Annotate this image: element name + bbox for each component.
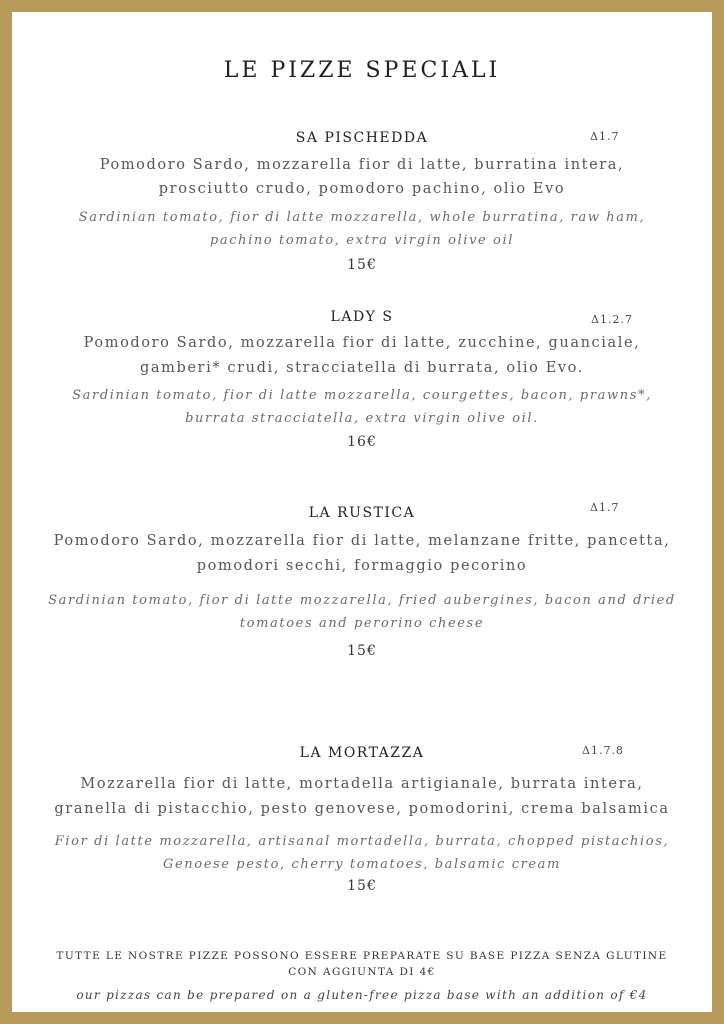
gluten-free-note-english: our pizzas can be prepared on a gluten-free pizza base with an addition of €4 (76, 988, 648, 1002)
description-italian-line: Pomodoro Sardo, mozzarella fior di latte, burratina intera, (99, 157, 625, 173)
allergen-code: Δ1.7.8 (582, 744, 624, 757)
allergen-code: Δ1.7 (590, 501, 620, 514)
pizza-name-sa-pischedda: SA PISCHEDDA (295, 130, 429, 146)
description-english-line: tomatoes and perorino cheese (239, 616, 485, 631)
allergen-code: Δ1.2.7 (591, 313, 633, 326)
pizza-name-la-rustica: LA RUSTICA (308, 505, 416, 521)
description-english-line: Fior di latte mozzarella, artisanal mortadella, burrata, chopped pistachios, (54, 834, 670, 849)
gluten-free-note-italian: TUTTE LE NOSTRE PIZZE POSSONO ESSERE PREPARATE SU BASE PIZZA SENZA GLUTINE (56, 950, 668, 962)
description-english-line: Sardinian tomato, fior di latte mozzarella, fried aubergines, bacon and dried (48, 593, 676, 608)
description-italian-line: granella di pistacchio, pesto genovese, pomodorini, crema balsamica (54, 801, 670, 817)
pizza-name-la-mortazza: LA MORTAZZA (299, 745, 425, 761)
pizza-name-lady-s: LADY S (330, 309, 394, 325)
gluten-free-note-italian: CON AGGIUNTA DI 4€ (288, 966, 436, 978)
allergen-code: Δ1.7 (590, 130, 620, 143)
description-italian-line: Pomodoro Sardo, mozzarella fior di latte, melanzane fritte, pancetta, (53, 533, 671, 549)
description-italian-line: prosciutto crudo, pomodoro pachino, olio Evo (158, 181, 566, 197)
description-english-line: burrata stracciatella, extra virgin olive oil. (185, 411, 539, 426)
description-english-line: Genoese pesto, cherry tomatoes, balsamic cream (163, 857, 561, 872)
menu-page (12, 12, 712, 1012)
description-italian-line: gamberi* crudi, stracciatella di burrata, olio Evo. (140, 360, 584, 376)
description-italian-line: Mozzarella fior di latte, mortadella artigianale, burrata intera, (80, 776, 644, 792)
pizza-price: 16€ (347, 434, 377, 450)
description-italian-line: Pomodoro Sardo, mozzarella fior di latte, zucchine, guanciale, (83, 335, 641, 351)
description-italian-line: pomodori secchi, formaggio pecorino (196, 558, 528, 574)
pizza-price: 15€ (347, 878, 377, 894)
description-english-line: Sardinian tomato, fior di latte mozzarella, whole burratina, raw ham, (78, 210, 646, 225)
menu-title: LE PIZZE SPECIALI (223, 58, 501, 83)
pizza-price: 15€ (347, 257, 377, 273)
description-english-line: pachino tomato, extra virgin olive oil (210, 233, 514, 248)
pizza-price: 15€ (347, 643, 377, 659)
description-english-line: Sardinian tomato, fior di latte mozzarella, courgettes, bacon, prawns*, (72, 388, 652, 403)
